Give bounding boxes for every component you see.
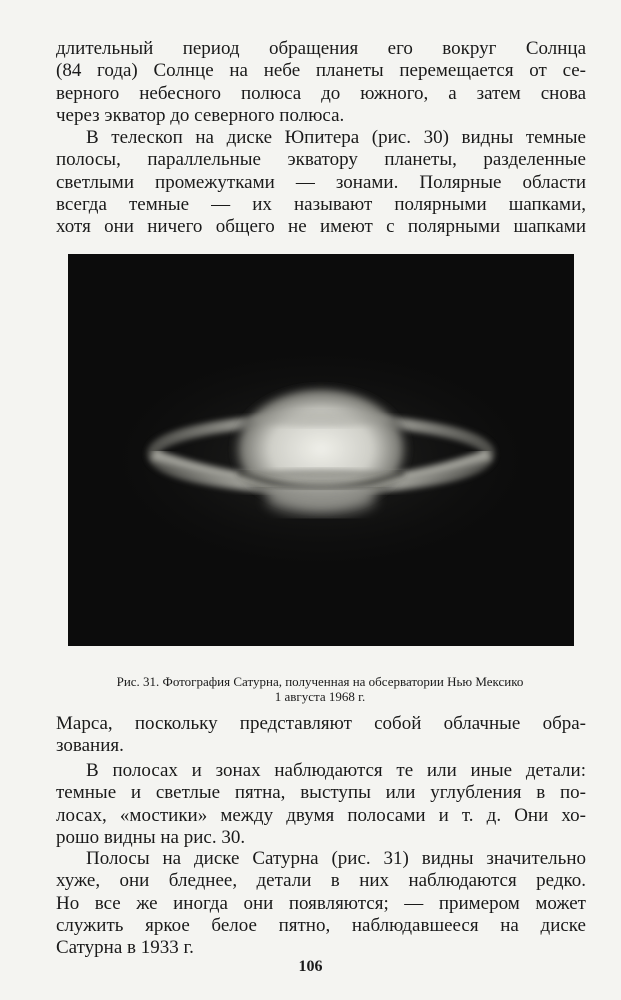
saturn-photograph xyxy=(68,254,574,646)
page-number: 106 xyxy=(298,958,323,975)
figure-caption xyxy=(56,674,584,704)
text-line: рошо видны на рис. 30. xyxy=(56,826,246,848)
text-line: Полосы на диске Сатурна (рис. 31) видны значительно xyxy=(86,848,586,869)
paragraph-2 xyxy=(56,127,586,238)
text-line: лосах, «мостики» между двумя полосами и т. д. Они хо- xyxy=(56,804,586,826)
paragraph-5 xyxy=(56,848,586,959)
text-line: Марса, поскольку представляют собой облачные обра- xyxy=(56,713,586,734)
text-line: полосы, параллельные экватору планеты, разделенные xyxy=(56,149,586,171)
paragraph-4 xyxy=(56,760,586,849)
caption-line: 1 августа 1968 г. xyxy=(274,689,366,704)
text-line: верного небесного полюса до южного, а затем снова xyxy=(56,82,586,104)
caption-line: Рис. 31. Фотография Сатурна, полученная на обсерватории Нью Мексико xyxy=(116,674,524,689)
text-line: В полосах и зонах наблюдаются те или иные детали: xyxy=(86,760,586,781)
text-line: светлыми промежутками — зонами. Полярные области xyxy=(56,171,586,193)
paragraph-1 xyxy=(56,38,586,127)
text-line: хотя они ничего общего не имеют с полярными шапками xyxy=(56,216,586,238)
paragraph-3 xyxy=(56,713,586,758)
text-line: через экватор до северного полюса. xyxy=(56,104,345,126)
text-line: темные и светлые пятна, выступы или углубления в по- xyxy=(56,782,586,804)
text-line: хуже, они бледнее, детали в них наблюдаются редко. xyxy=(56,870,586,892)
text-line: зования. xyxy=(56,735,124,757)
text-line: (84 года) Солнце на небе планеты перемещается от се- xyxy=(56,60,586,82)
text-line: служить яркое белое пятно, наблюдавшееся на диске xyxy=(56,914,586,936)
text-line: всегда темные — их называют полярными шапками, xyxy=(56,193,586,215)
text-line: длительный период обращения его вокруг Солнца xyxy=(56,38,586,59)
text-line: Сатурна в 1933 г. xyxy=(56,937,194,959)
text-line: В телескоп на диске Юпитера (рис. 30) видны темные xyxy=(86,127,586,148)
saturn-image xyxy=(68,254,574,646)
text-line: Но все же иногда они появляются; — примером может xyxy=(56,892,586,914)
